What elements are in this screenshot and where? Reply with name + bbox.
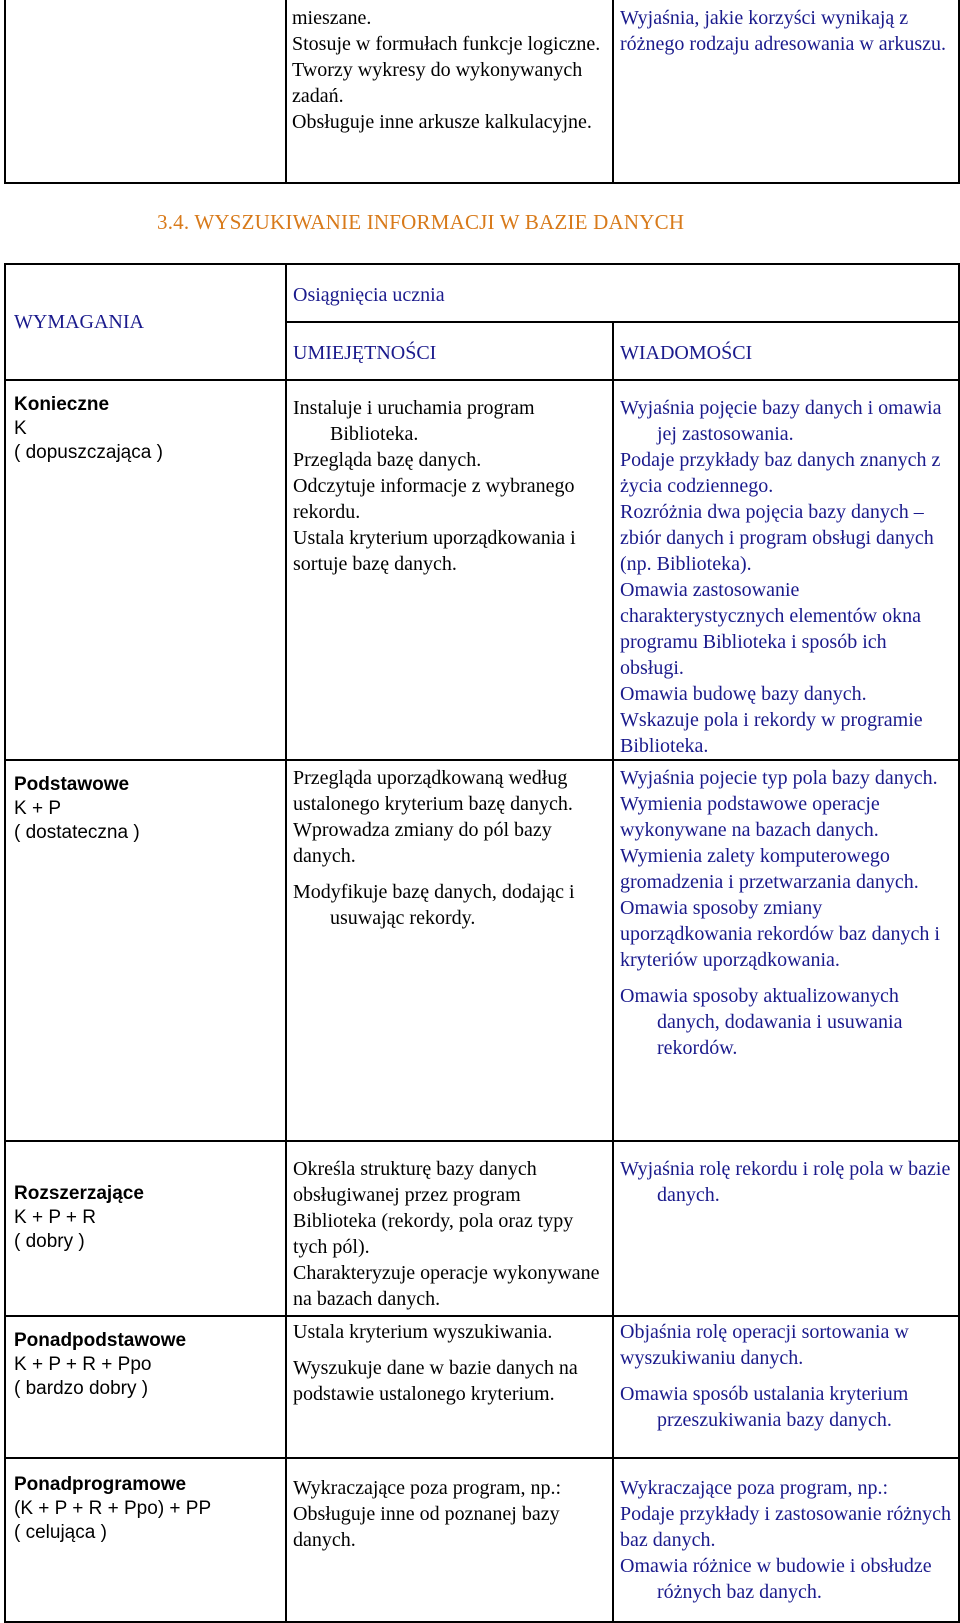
skill-item: Ustala kryterium uporządkowania i sortuje bazę danych.: [293, 527, 576, 575]
skill-item: Obsługuje inne od poznanej bazy danych.: [293, 1503, 560, 1551]
section-title: WYSZUKIWANIE INFORMACJI W BAZIE DANYCH: [194, 210, 685, 234]
knowledge-item: Omawia zastosowanie charakterystycznych elementów okna programu Biblioteka i sposób ich obsługi.: [620, 579, 921, 679]
knowledge-item: Podaje przykłady baz danych znanych z życia codziennego.: [620, 449, 941, 497]
knowledge-item: Wyjaśnia pojecie typ pola bazy danych.: [620, 767, 938, 789]
level-grade: ( dobry ): [14, 1231, 85, 1252]
skill-item: Obsługuje inne arkusze kalkulacyjne.: [292, 111, 592, 133]
section-heading: [157, 210, 684, 235]
skill-item: Określa strukturę bazy danych obsługiwanej przez program Biblioteka (rekordy, pola oraz typy tych pól).: [293, 1158, 574, 1258]
section-number: 3.4.: [157, 210, 190, 234]
top-empty-cell: [5, 0, 286, 183]
knowledge-item: Wyjaśnia pojęcie bazy danych i omawia jej zastosowania.: [620, 397, 942, 445]
knowledge-item: Omawia budowę bazy danych.: [620, 683, 867, 705]
knowledge-item: Omawia sposoby aktualizowanych danych, dodawania i usuwania rekordów.: [620, 985, 903, 1059]
skills-cell: [286, 1458, 613, 1622]
level-cell: [5, 380, 286, 760]
skills-cell: [286, 760, 613, 1141]
skill-item: Przegląda bazę danych.: [293, 449, 482, 471]
level-cell: [5, 1141, 286, 1316]
level-grade: ( celująca ): [14, 1522, 107, 1543]
knowledge-cell: [613, 1141, 959, 1316]
skill-item: Tworzy wykresy do wykonywanych zadań.: [292, 59, 583, 107]
knowledge-cell: [613, 380, 959, 760]
skill-item: Wprowadza zmiany do pól bazy danych.: [293, 819, 552, 867]
knowledge-cell: [613, 760, 959, 1141]
level-grade: ( bardzo dobry ): [14, 1378, 149, 1399]
header-requirements: WYMAGANIA: [5, 264, 286, 380]
level-name: Konieczne: [14, 394, 110, 415]
level-grade: ( dostateczna ): [14, 822, 140, 843]
level-code: K + P + R: [14, 1207, 97, 1228]
requirements-table: [4, 263, 960, 1623]
skill-item: Wyszukuje dane w bazie danych na podstawie ustalonego kryterium.: [293, 1357, 578, 1405]
level-cell: [5, 1458, 286, 1622]
skill-item: Instaluje i uruchamia program Biblioteka.: [293, 397, 535, 445]
skill-item: Stosuje w formułach funkcje logiczne.: [292, 33, 601, 55]
knowledge-cell: [613, 1458, 959, 1622]
level-code: K + P + R + Ppo: [14, 1354, 152, 1375]
knowledge-item: Omawia sposoby zmiany uporządkowania rekordów baz danych i kryteriów uporządkowania.: [620, 897, 940, 971]
knowledge-item: Rozróżnia dwa pojęcia bazy danych – zbiór danych i program obsługi danych (np. Biblioteka).: [620, 501, 934, 575]
knowledge-item: Wykraczające poza program, np.:: [620, 1477, 889, 1499]
skill-item: Ustala kryterium wyszukiwania.: [293, 1321, 553, 1343]
top-skills-cell: [286, 0, 613, 183]
skill-item: Modyfikuje bazę danych, dodając i usuwając rekordy.: [293, 881, 575, 929]
knowledge-item: Wskazuje pola i rekordy w programie Biblioteka.: [620, 709, 923, 757]
knowledge-item: Omawia sposób ustalania kryterium przeszukiwania bazy danych.: [620, 1383, 909, 1431]
header-skills: UMIEJĘTNOŚCI: [286, 322, 613, 380]
skill-item: Wykraczające poza program, np.:: [293, 1477, 562, 1499]
top-knowledge-cell: [613, 0, 959, 183]
level-name: Podstawowe: [14, 774, 130, 795]
level-code: (K + P + R + Ppo) + PP: [14, 1498, 212, 1519]
level-name: Ponadpodstawowe: [14, 1330, 187, 1351]
top-table: [4, 0, 960, 184]
level-name: Rozszerzające: [14, 1183, 144, 1204]
knowledge-item: Wymienia podstawowe operacje wykonywane na bazach danych.: [620, 793, 880, 841]
skill-item: Przegląda uporządkowaną według ustalonego kryterium bazę danych.: [293, 767, 573, 815]
knowledge-item: Omawia różnice w budowie i obsłudze różnych baz danych.: [620, 1555, 932, 1603]
knowledge-item: Podaje przykłady i zastosowanie różnych baz danych.: [620, 1503, 952, 1551]
knowledge-cell: [613, 1316, 959, 1458]
knowledge-item: Wyjaśnia, jakie korzyści wynikają z różnego rodzaju adresowania w arkuszu.: [620, 7, 946, 55]
header-achievements: Osiągnięcia ucznia: [286, 264, 959, 322]
knowledge-item: Wyjaśnia rolę rekordu i rolę pola w bazie danych.: [620, 1158, 951, 1206]
level-code: K + P: [14, 798, 61, 819]
skills-cell: [286, 1141, 613, 1316]
skills-cell: [286, 1316, 613, 1458]
level-grade: ( dopuszczająca ): [14, 442, 163, 463]
skill-item: Odczytuje informacje z wybranego rekordu.: [293, 475, 575, 523]
level-cell: [5, 1316, 286, 1458]
knowledge-item: Objaśnia rolę operacji sortowania w wyszukiwaniu danych.: [620, 1321, 909, 1369]
level-cell: [5, 760, 286, 1141]
skills-cell: [286, 380, 613, 760]
level-code: K: [14, 418, 27, 439]
skill-item: mieszane.: [292, 7, 372, 29]
level-name: Ponadprogramowe: [14, 1474, 187, 1495]
knowledge-item: Wymienia zalety komputerowego gromadzenia i przetwarzania danych.: [620, 845, 919, 893]
header-knowledge: WIADOMOŚCI: [613, 322, 959, 380]
skill-item: Charakteryzuje operacje wykonywane na bazach danych.: [293, 1262, 600, 1310]
